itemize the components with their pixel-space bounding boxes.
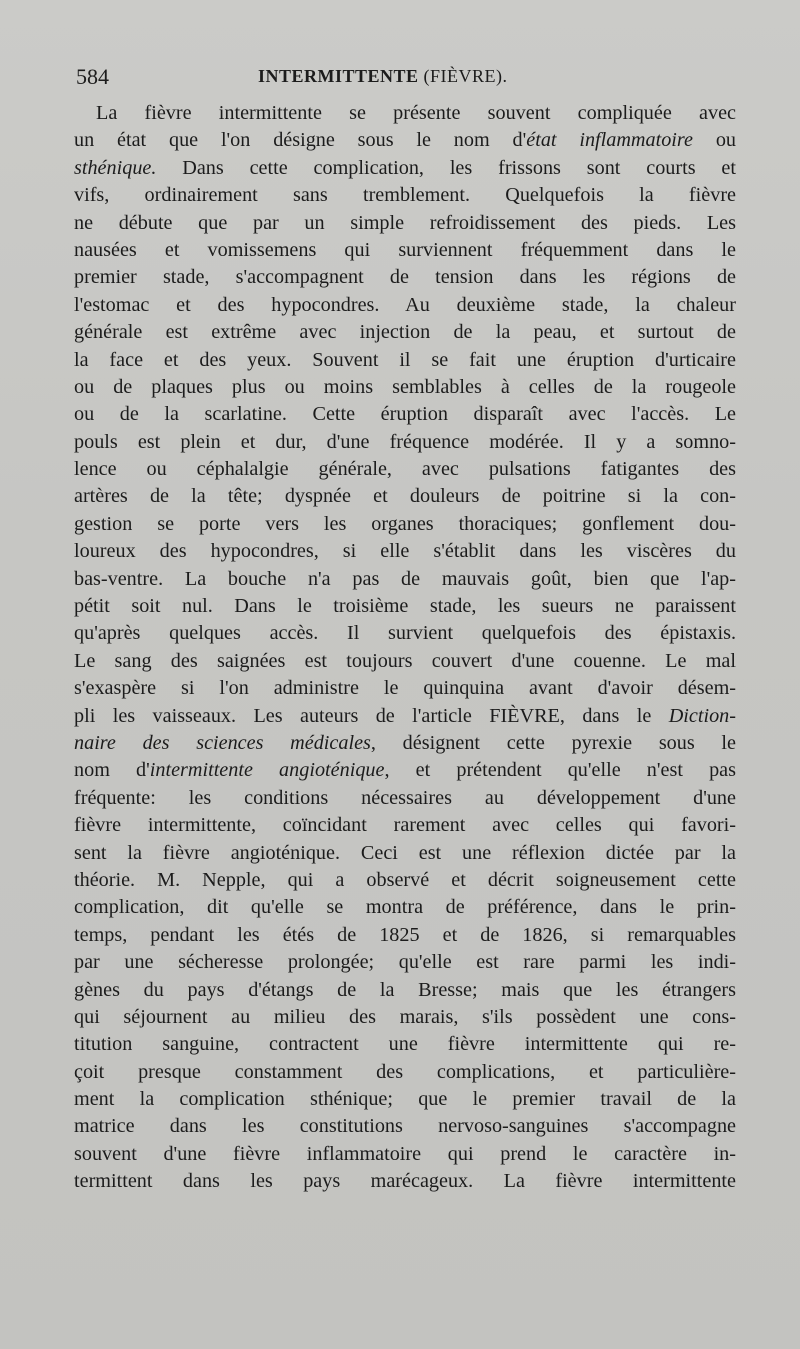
text-line bbox=[74, 155, 736, 182]
text-segment: gènes du pays d'étangs de la Bresse; mais que les étrangers bbox=[74, 978, 736, 1001]
text-line bbox=[74, 757, 736, 784]
text-line bbox=[74, 511, 736, 538]
text-line bbox=[74, 401, 736, 428]
text-line bbox=[74, 429, 736, 456]
text-segment: naire des sciences médicales bbox=[74, 731, 371, 754]
text-line bbox=[74, 319, 736, 346]
text-segment: nausées et vomissemens qui surviennent fréquemment dans le bbox=[74, 238, 736, 261]
text-line bbox=[74, 1059, 736, 1086]
text-segment: gestion se porte vers les organes thoraciques; gonflement dou- bbox=[74, 512, 736, 535]
text-line bbox=[74, 894, 736, 921]
body-text bbox=[74, 100, 736, 1196]
text-segment: pétit soit nul. Dans le troisième stade, les sueurs ne paraissent bbox=[74, 595, 736, 618]
text-line bbox=[74, 127, 736, 154]
running-head bbox=[258, 66, 508, 87]
text-segment: Dans cette complication, les frissons sont courts et bbox=[156, 156, 736, 179]
text-segment: matrice dans les constitutions nervoso-sanguines s'accompagne bbox=[74, 1115, 736, 1138]
text-segment: titution sanguine, contractent une fièvre intermittente qui re- bbox=[74, 1033, 736, 1056]
text-line bbox=[74, 1168, 736, 1195]
text-line bbox=[74, 648, 736, 675]
text-segment: premier stade, s'accompagnent de tension dans les régions de bbox=[74, 266, 736, 289]
text-line bbox=[74, 922, 736, 949]
page-header bbox=[76, 60, 736, 96]
text-segment: pouls est plein et dur, d'une fréquence modérée. Il y a somno- bbox=[74, 430, 736, 453]
text-line bbox=[74, 538, 736, 565]
text-line bbox=[74, 949, 736, 976]
text-segment: générale est extrême avec injection de la peau, et surtout de bbox=[74, 321, 736, 344]
text-line bbox=[74, 675, 736, 702]
text-segment: souvent d'une fièvre inflammatoire qui prend le caractère in- bbox=[74, 1142, 736, 1165]
text-segment: bas-ventre. La bouche n'a pas de mauvais goût, bien que l'ap- bbox=[74, 567, 736, 590]
text-line bbox=[74, 730, 736, 757]
text-segment: qu'après quelques accès. Il survient quelquefois des épistaxis. bbox=[74, 622, 736, 645]
text-segment: fréquente: les conditions nécessaires au développement d'une bbox=[74, 786, 736, 809]
text-segment: ou de plaques plus ou moins semblables à celles de la rougeole bbox=[74, 375, 736, 398]
text-line bbox=[74, 264, 736, 291]
text-segment: FIÈVRE bbox=[489, 704, 560, 727]
text-line bbox=[74, 237, 736, 264]
text-segment: vifs, ordinairement sans tremblement. Quelquefois la fièvre bbox=[74, 184, 736, 207]
text-line bbox=[74, 456, 736, 483]
text-segment: loureux des hypocondres, si elle s'établit dans les viscères du bbox=[74, 540, 736, 563]
text-segment: théorie. M. Nepple, qui a observé et décrit soigneusement cette bbox=[74, 868, 736, 891]
text-segment: Le sang des saignées est toujours couvert d'une couenne. Le mal bbox=[74, 649, 736, 672]
text-line bbox=[74, 1113, 736, 1140]
text-segment: la face et des yeux. Souvent il se fait une éruption d'urticaire bbox=[74, 348, 736, 371]
text-segment: ou bbox=[693, 129, 737, 152]
text-segment: ne débute que par un simple refroidissement des pieds. Les bbox=[74, 211, 736, 234]
text-segment: , et prétendent qu'elle n'est pas bbox=[384, 759, 737, 782]
text-segment: complication, dit qu'elle se montra de préférence, dans le prin- bbox=[74, 896, 736, 919]
text-segment: La fièvre intermittente se présente souvent compliquée avec bbox=[96, 102, 736, 124]
text-segment: temps, pendant les étés de 1825 et de 1826, si remarquables bbox=[74, 923, 736, 946]
text-segment: s'exaspère si l'on administre le quinquina avant d'avoir désem- bbox=[74, 677, 736, 700]
text-line bbox=[74, 374, 736, 401]
text-segment: ou de la scarlatine. Cette éruption disparaît avec l'accès. Le bbox=[74, 403, 736, 426]
text-segment: sent la fièvre angioténique. Ceci est une réflexion dictée par la bbox=[74, 841, 736, 864]
text-line bbox=[74, 210, 736, 237]
text-line bbox=[74, 593, 736, 620]
text-line bbox=[74, 840, 736, 867]
text-line bbox=[74, 812, 736, 839]
text-segment: sthénique. bbox=[74, 156, 157, 179]
text-line bbox=[74, 1141, 736, 1168]
text-segment: çoit presque constamment des complications, et particulière- bbox=[74, 1060, 736, 1083]
text-segment: état inflammatoire bbox=[526, 129, 693, 152]
text-segment: , désignent cette pyrexie sous le bbox=[370, 731, 737, 754]
running-head-subtitle: (FIÈVRE). bbox=[423, 66, 508, 86]
text-segment: pli les vaisseaux. Les auteurs de l'article bbox=[74, 704, 490, 727]
text-line bbox=[74, 1031, 736, 1058]
text-line bbox=[74, 483, 736, 510]
text-segment: l'estomac et des hypocondres. Au deuxième stade, la chaleur bbox=[74, 293, 736, 316]
text-segment: termittent dans les pays marécageux. La fièvre intermittente bbox=[74, 1170, 736, 1193]
text-segment: qui séjournent au milieu des marais, s'ils possèdent une cons- bbox=[74, 1005, 736, 1028]
text-line bbox=[74, 566, 736, 593]
text-segment: par une sécheresse prolongée; qu'elle est rare parmi les indi- bbox=[74, 951, 736, 974]
text-segment: ment la complication sthénique; que le premier travail de la bbox=[74, 1088, 736, 1111]
text-line bbox=[74, 1004, 736, 1031]
running-head-title: INTERMITTENTE bbox=[258, 66, 419, 86]
text-line bbox=[74, 182, 736, 209]
text-line bbox=[74, 703, 736, 730]
text-line bbox=[74, 347, 736, 374]
text-segment: Diction- bbox=[668, 704, 736, 727]
text-line bbox=[74, 785, 736, 812]
text-segment: lence ou céphalalgie générale, avec pulsations fatigantes des bbox=[74, 458, 736, 481]
text-segment: artères de la tête; dyspnée et douleurs de poitrine si la con- bbox=[74, 485, 736, 508]
text-segment: fièvre intermittente, coïncidant rarement avec celles qui favori- bbox=[74, 814, 736, 837]
text-line bbox=[74, 1086, 736, 1113]
text-segment: un état que l'on désigne sous le nom d' bbox=[74, 129, 527, 152]
text-line bbox=[74, 292, 736, 319]
text-segment: , dans le bbox=[559, 704, 669, 727]
text-line bbox=[74, 100, 736, 127]
text-segment: intermittente angioténique bbox=[149, 759, 385, 782]
text-segment: nom d' bbox=[74, 759, 150, 782]
text-line bbox=[74, 867, 736, 894]
text-line bbox=[74, 620, 736, 647]
text-line bbox=[74, 977, 736, 1004]
page-number: 584 bbox=[76, 64, 109, 89]
